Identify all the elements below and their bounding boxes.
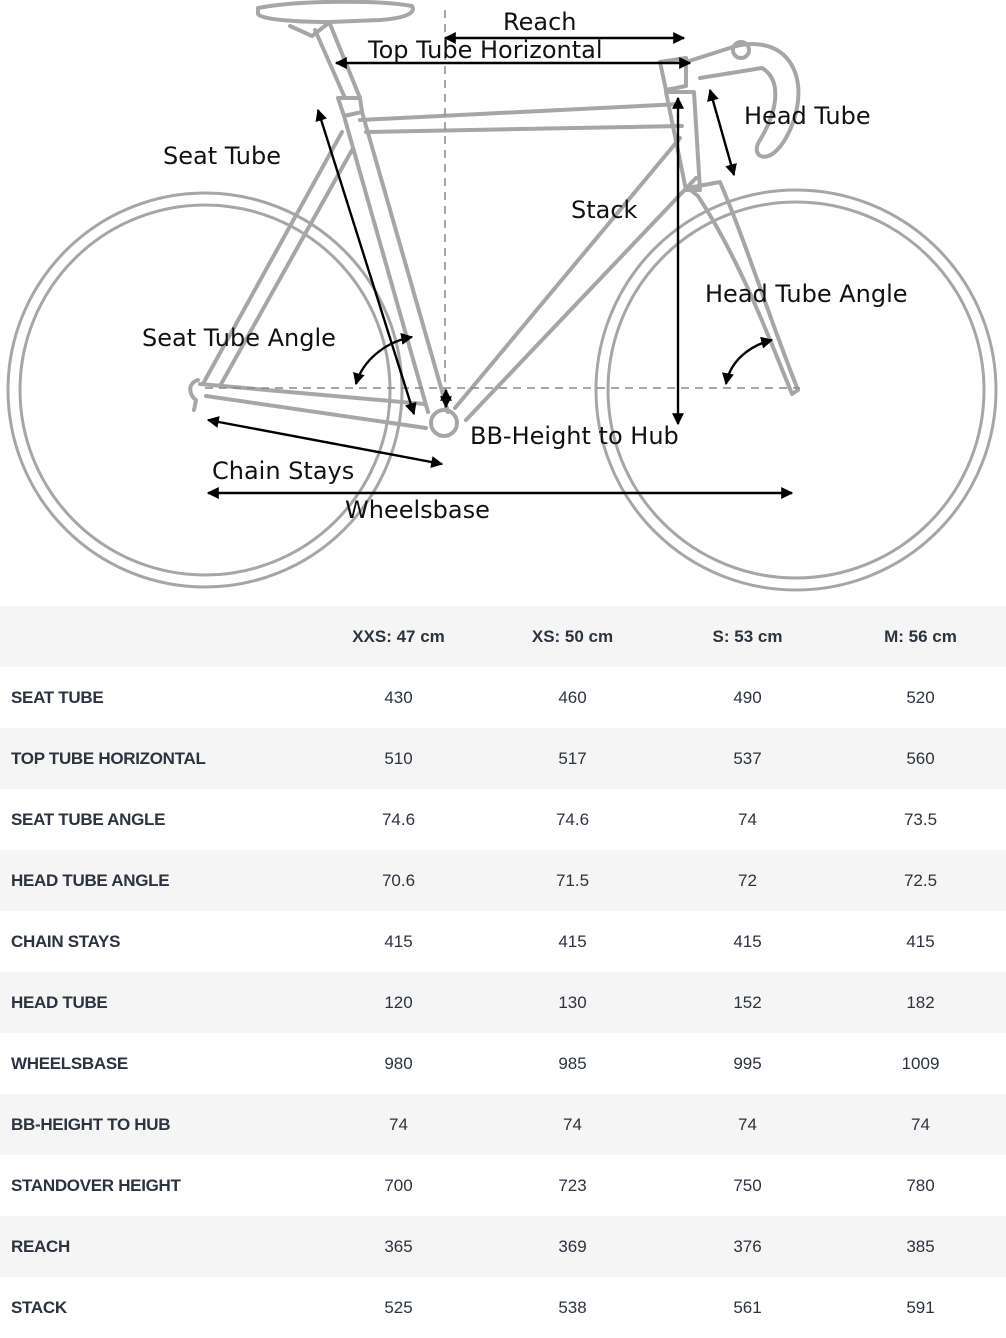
- table-cell: 520: [835, 667, 1006, 728]
- row-label: TOP TUBE HORIZONTAL: [0, 728, 312, 789]
- table-row: [0, 1216, 1006, 1277]
- table-row: [0, 1155, 1006, 1216]
- table-row: [0, 1094, 1006, 1155]
- table-row: [0, 850, 1006, 911]
- table-row: [0, 667, 1006, 728]
- bike-frame: [190, 2, 798, 436]
- table-cell: 74: [312, 1094, 485, 1155]
- label-seat-tube: Seat Tube: [163, 142, 281, 170]
- geometry-table: [0, 606, 1006, 1338]
- table-cell: 561: [660, 1277, 835, 1338]
- table-cell: 780: [835, 1155, 1006, 1216]
- table-cell: 71.5: [485, 850, 660, 911]
- table-cell: 591: [835, 1277, 1006, 1338]
- table-row: [0, 789, 1006, 850]
- table-cell: 723: [485, 1155, 660, 1216]
- table-header-row: [0, 606, 1006, 667]
- label-bb-height-to-hub: BB-Height to Hub: [470, 422, 679, 450]
- row-label: BB-HEIGHT TO HUB: [0, 1094, 312, 1155]
- label-chain-stays: Chain Stays: [212, 457, 355, 485]
- table-cell: 74: [835, 1094, 1006, 1155]
- table-cell: 120: [312, 972, 485, 1033]
- table-cell: 980: [312, 1033, 485, 1094]
- label-head-tube-angle: Head Tube Angle: [705, 280, 908, 308]
- table-cell: 700: [312, 1155, 485, 1216]
- table-row: [0, 1033, 1006, 1094]
- row-label: WHEELSBASE: [0, 1033, 312, 1094]
- table-cell: 74: [660, 1094, 835, 1155]
- label-stack: Stack: [571, 196, 638, 224]
- column-header-label: [0, 606, 312, 667]
- table-cell: 365: [312, 1216, 485, 1277]
- table-cell: 385: [835, 1216, 1006, 1277]
- rear-wheel: [8, 193, 402, 587]
- table-cell: 560: [835, 728, 1006, 789]
- table-cell: 517: [485, 728, 660, 789]
- table-cell: 1009: [835, 1033, 1006, 1094]
- table-row: [0, 972, 1006, 1033]
- row-label: HEAD TUBE: [0, 972, 312, 1033]
- label-wheelsbase: Wheelsbase: [345, 496, 490, 524]
- table-cell: 538: [485, 1277, 660, 1338]
- table-cell: 152: [660, 972, 835, 1033]
- table-row: [0, 911, 1006, 972]
- table-cell: 74.6: [485, 789, 660, 850]
- table-cell: 490: [660, 667, 835, 728]
- bike-geometry-diagram: [0, 0, 1006, 600]
- table-cell: 369: [485, 1216, 660, 1277]
- table-cell: 74: [660, 789, 835, 850]
- table-cell: 376: [660, 1216, 835, 1277]
- row-label: STANDOVER HEIGHT: [0, 1155, 312, 1216]
- row-label: HEAD TUBE ANGLE: [0, 850, 312, 911]
- column-header-m: M: 56 cm: [835, 606, 1006, 667]
- table-cell: 460: [485, 667, 660, 728]
- column-header-xxs: XXS: 47 cm: [312, 606, 485, 667]
- label-reach: Reach: [503, 8, 577, 36]
- label-head-tube: Head Tube: [744, 102, 871, 130]
- table-cell: 70.6: [312, 850, 485, 911]
- table-row: [0, 1277, 1006, 1338]
- table-cell: 525: [312, 1277, 485, 1338]
- row-label: REACH: [0, 1216, 312, 1277]
- table-cell: 74: [485, 1094, 660, 1155]
- table-cell: 415: [485, 911, 660, 972]
- table-cell: 415: [660, 911, 835, 972]
- table-cell: 985: [485, 1033, 660, 1094]
- table-cell: 72.5: [835, 850, 1006, 911]
- table-cell: 750: [660, 1155, 835, 1216]
- row-label: STACK: [0, 1277, 312, 1338]
- label-top-tube-horizontal: Top Tube Horizontal: [368, 36, 603, 64]
- table-cell: 74.6: [312, 789, 485, 850]
- table-cell: 72: [660, 850, 835, 911]
- table-cell: 415: [312, 911, 485, 972]
- table-cell: 537: [660, 728, 835, 789]
- row-label: SEAT TUBE ANGLE: [0, 789, 312, 850]
- table-row: [0, 728, 1006, 789]
- table-cell: 430: [312, 667, 485, 728]
- table-cell: 995: [660, 1033, 835, 1094]
- column-header-s: S: 53 cm: [660, 606, 835, 667]
- table-cell: 182: [835, 972, 1006, 1033]
- column-header-xs: XS: 50 cm: [485, 606, 660, 667]
- label-seat-tube-angle: Seat Tube Angle: [142, 324, 336, 352]
- row-label: CHAIN STAYS: [0, 911, 312, 972]
- row-label: SEAT TUBE: [0, 667, 312, 728]
- table-cell: 130: [485, 972, 660, 1033]
- table-cell: 415: [835, 911, 1006, 972]
- table-cell: 73.5: [835, 789, 1006, 850]
- table-cell: 510: [312, 728, 485, 789]
